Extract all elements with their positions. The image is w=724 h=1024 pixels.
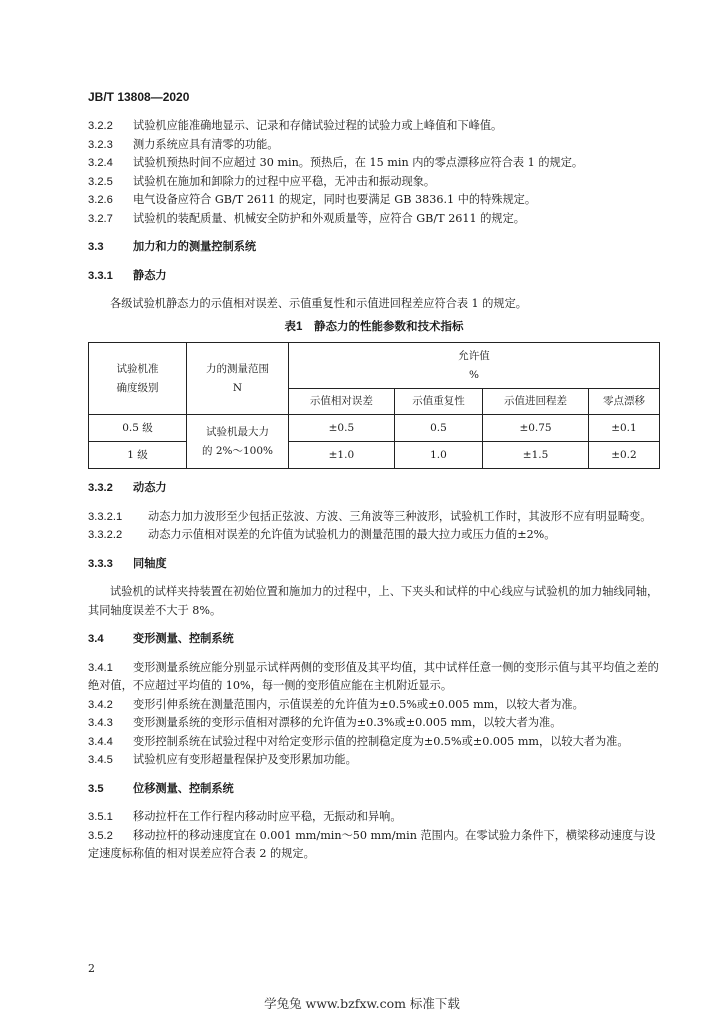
- table-cell-grade: 1 级: [89, 442, 187, 469]
- paragraph-3-3-3: 试验机的试样夹持装置在初始位置和施加力的过程中，上、下夹头和试样的中心线应与试验机的加力轴线同轴，其同轴度误差不大于 8%。: [88, 585, 659, 617]
- clause-number: 3.4.4: [88, 735, 113, 748]
- clause-number: 3.4.3: [88, 717, 113, 729]
- section-heading-3-3: [88, 238, 660, 257]
- clause-number: 3.2.6: [88, 194, 113, 206]
- table-cell: ±0.5: [289, 415, 395, 442]
- table-header-allowable: 允许值 %: [289, 343, 660, 389]
- clause-text: 移动拉杆的移动速度宜在 0.001 mm/min～50 mm/min 范围内。在零试验力条件下，横梁移动速度与设定速度标称值的相对误差应符合表 2 的规定。: [88, 828, 656, 860]
- clause-number: 3.3.2.1: [88, 510, 123, 523]
- clause-text: 变形控制系统在试验过程中对给定变形示值的控制稳定度为±0.5%或±0.005 mm，以较大者为准。: [133, 734, 629, 748]
- table-subheader: 示值重复性: [394, 389, 482, 415]
- section-number: 3.3: [88, 241, 104, 253]
- section-number: 3.5: [88, 782, 104, 795]
- clause-number: 3.2.2: [88, 120, 113, 132]
- download-site-watermark: 学兔兔 www.bzfxw.com 标准下载: [264, 996, 460, 1011]
- clause-number: 3.5.2: [88, 829, 113, 842]
- table-header-range: 力的测量范围 N: [187, 343, 289, 415]
- table-cell-range: 试验机最大力 的 2%～100%: [187, 415, 289, 469]
- section-title: 位移测量、控制系统: [133, 782, 234, 795]
- clause-number: 3.4.2: [88, 698, 113, 711]
- clause-text: 电气设备应符合 GB/T 2611 的规定，同时也要满足 GB 3836.1 中的特殊规定。: [133, 193, 537, 206]
- clause-3-5-2: [88, 827, 660, 864]
- clause-number: 3.2.3: [88, 138, 113, 151]
- clause-3-4-4: [88, 733, 660, 752]
- clause-number: 3.2.5: [88, 175, 113, 188]
- table-cell: 1.0: [394, 442, 482, 469]
- table-cell: ±0.1: [588, 415, 659, 442]
- table-subheader: 示值进回程差: [483, 389, 589, 415]
- clause-3-2-7: [88, 210, 660, 229]
- clause-3-5-1: [88, 808, 660, 827]
- section-heading-3-3-1: [88, 267, 660, 286]
- clause-3-4-5: [88, 751, 660, 770]
- section-title: 同轴度: [133, 557, 167, 570]
- clause-text: 变形测量系统的变形示值相对漂移的允许值为±0.3%或±0.005 mm，以较大者为准。: [133, 716, 562, 729]
- section-heading-3-5: [88, 780, 660, 799]
- clause-3-2-3: [88, 136, 660, 155]
- standard-number-header: JB/T 13808—2020: [88, 90, 190, 104]
- section-heading-3-3-2: [88, 479, 660, 498]
- clause-3-4-2: [88, 696, 660, 715]
- clause-3-2-4: [88, 154, 660, 173]
- table-cell-grade: 0.5 级: [89, 415, 187, 442]
- page-number: 2: [88, 962, 95, 975]
- table-row: [89, 442, 660, 469]
- section-number: 3.3.1: [88, 269, 113, 282]
- clause-3-2-5: [88, 173, 660, 192]
- table-row: [89, 415, 660, 442]
- table-cell: ±0.75: [483, 415, 589, 442]
- table-header-grade: 试验机准 确度级别: [89, 343, 187, 415]
- clause-number: 3.2.4: [88, 157, 113, 169]
- section-number: 3.4: [88, 633, 104, 645]
- clause-list-3-2: [88, 117, 660, 228]
- clause-3-4-3: [88, 714, 660, 733]
- table-cell: ±1.5: [483, 442, 589, 469]
- section-number: 3.3.3: [88, 557, 113, 570]
- clause-3-3-2-2: [88, 526, 660, 545]
- clause-text: 变形引伸系统在测量范围内，示值误差的允许值为±0.5%或±0.005 mm，以较大者为准。: [133, 697, 584, 711]
- section-title: 动态力: [133, 482, 167, 494]
- clause-text: 测力系统应具有清零的功能。: [133, 137, 279, 151]
- table-cell: ±1.0: [289, 442, 395, 469]
- clause-3-2-6: [88, 191, 660, 210]
- table-cell: ±0.2: [588, 442, 659, 469]
- clause-text: 变形测量系统应能分别显示试样两侧的变形值及其平均值，其中试样任意一侧的变形示值与其平均值之差的绝对值，不应超过平均值的 10%，每一侧的变形值应能在主机附近显示。: [88, 660, 659, 692]
- table-cell: 0.5: [394, 415, 482, 442]
- table-1: [88, 342, 660, 469]
- clause-text: 试验机预热时间不应超过 30 min。预热后，在 15 min 内的零点漂移应符合表 1 的规定。: [133, 156, 584, 169]
- paragraph-3-3-1: 各级试验机静态力的示值相对误差、示值重复性和示值进回程差应符合表 1 的规定。: [110, 297, 527, 310]
- clause-3-3-2-1: [88, 508, 660, 527]
- table-subheader: 示值相对误差: [289, 389, 395, 415]
- clause-number: 3.4.1: [88, 661, 113, 674]
- clause-number: 3.3.2.2: [88, 529, 123, 541]
- clause-3-2-2: [88, 117, 660, 136]
- clause-text: 试验机应能准确地显示、记录和存储试验过程的试验力或上峰值和下峰值。: [133, 119, 503, 132]
- clause-text: 移动拉杆在工作行程内移动时应平稳，无振动和异响。: [133, 810, 402, 823]
- section-heading-3-3-3: [88, 555, 660, 574]
- table-caption: 表1 静态力的性能参数和技术指标: [284, 320, 464, 333]
- clause-text: 动态力示值相对误差的允许值为试验机力的测量范围的最大拉力或压力值的±2%。: [148, 528, 556, 541]
- section-title: 变形测量、控制系统: [133, 633, 234, 645]
- clause-number: 3.4.5: [88, 754, 113, 766]
- page-body: [88, 117, 660, 864]
- clause-text: 试验机的装配质量、机械安全防护和外观质量等，应符合 GB/T 2611 的规定。: [133, 211, 525, 225]
- clause-text: 动态力加力波形至少包括正弦波、方波、三角波等三种波形，试验机工作时，其波形不应有明显畸变。: [148, 509, 652, 523]
- section-heading-3-4: [88, 630, 660, 649]
- section-title: 加力和力的测量控制系统: [133, 241, 257, 253]
- clause-text: 试验机在施加和卸除力的过程中应平稳，无冲击和振动现象。: [133, 174, 436, 188]
- clause-number: 3.5.1: [88, 811, 113, 823]
- section-title: 静态力: [133, 269, 167, 282]
- clause-number: 3.2.7: [88, 212, 113, 225]
- table-subheader: 零点漂移: [588, 389, 659, 415]
- clause-3-4-1: [88, 659, 660, 696]
- clause-text: 试验机应有变形超量程保护及变形累加功能。: [133, 753, 357, 766]
- section-number: 3.3.2: [88, 482, 113, 494]
